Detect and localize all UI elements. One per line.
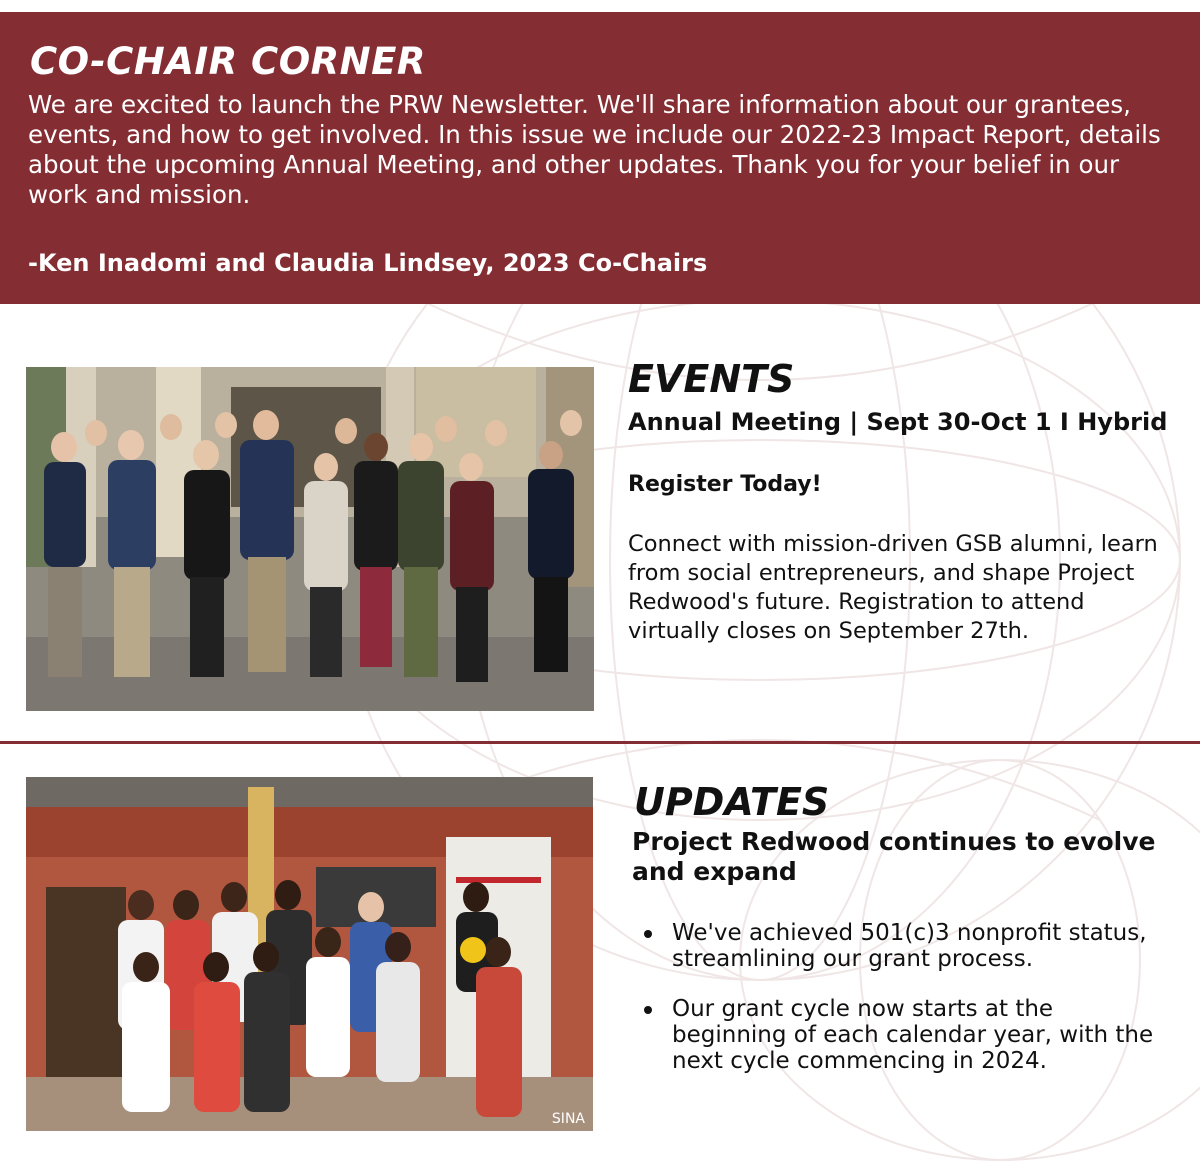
register-today-label: Register Today! bbox=[628, 472, 822, 497]
events-title: EVENTS bbox=[628, 357, 795, 401]
co-chair-corner-banner bbox=[0, 12, 1200, 304]
events-description: Connect with mission-driven GSB alumni, learn from social entrepreneurs, and shape Project Redwood's future. Registration to attend virtually closes on September 27th. bbox=[628, 531, 1158, 644]
updates-subtitle: Project Redwood continues to evolve and expand bbox=[632, 827, 1156, 886]
updates-bullet-list bbox=[640, 920, 1160, 1098]
annual-meeting-subtitle: Annual Meeting | Sept 30-Oct 1 I Hybrid bbox=[628, 408, 1168, 436]
events-group-photo bbox=[26, 367, 594, 711]
co-chair-message: We are excited to launch the PRW Newsletter. We'll share information about our grantees, events, and how to get involved. In this issue we include our 2022-23 Impact Report, details about the upcoming Annual Meeting, and other updates. Thank you for your belief in our work and mission. bbox=[28, 90, 1161, 209]
co-chair-signature: -Ken Inadomi and Claudia Lindsey, 2023 Co-Chairs bbox=[28, 249, 708, 277]
bullet-dot-icon bbox=[644, 930, 652, 938]
co-chair-corner-title: CO-CHAIR CORNER bbox=[30, 40, 426, 83]
list-item-text: Our grant cycle now starts at the beginning of each calendar year, with the next cycle commencing in 2024. bbox=[672, 996, 1154, 1074]
list-item-text: We've achieved 501(c)3 nonprofit status, streamlining our grant process. bbox=[672, 920, 1147, 972]
section-divider bbox=[0, 741, 1200, 744]
updates-grantees-photo bbox=[26, 777, 593, 1131]
updates-title: UPDATES bbox=[634, 780, 830, 824]
list-item bbox=[640, 996, 1160, 1074]
list-item bbox=[640, 920, 1160, 972]
bullet-dot-icon bbox=[644, 1006, 652, 1014]
photo-credit: SINA bbox=[551, 1111, 585, 1127]
